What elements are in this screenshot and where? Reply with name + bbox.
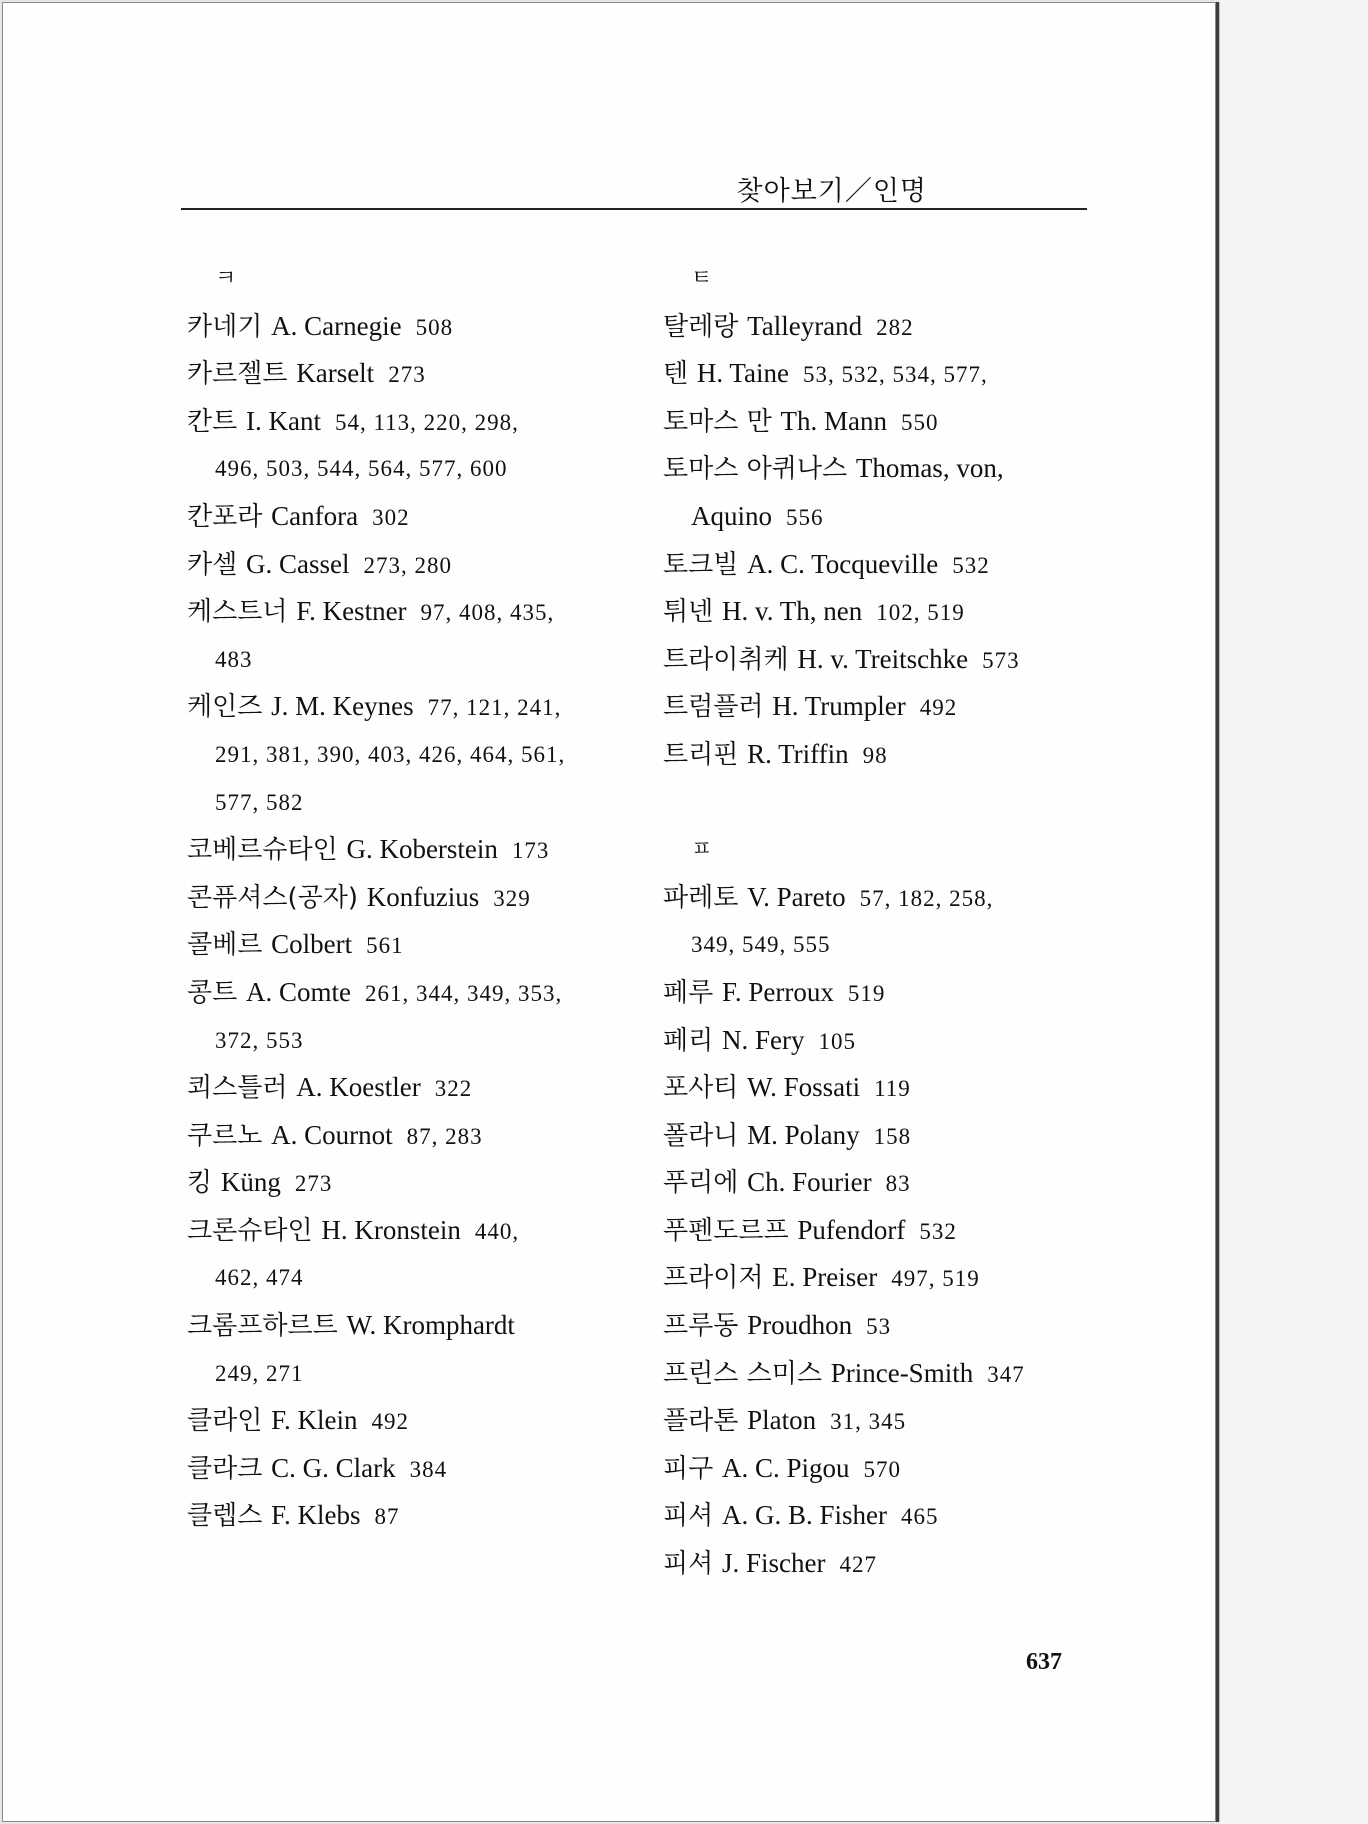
entry-korean-name: 텐 [663,359,689,390]
entry-original-name: H. v. Th, nen [721,596,863,627]
entry-korean-name: 파레토 [663,882,739,913]
index-entry [187,683,657,731]
index-entry [663,541,1133,589]
entry-korean-name: 토마스 아퀴나스 [663,454,848,485]
entry-original-name: I. Kant [245,405,321,436]
entry-pages: 329 [493,885,531,911]
entry-pages: 273 [294,1171,333,1197]
entry-original-name: J. M. Keynes [271,691,414,722]
entry-original-name-cont: Aquino [691,500,772,531]
entry-pages: 497, 519 [891,1266,980,1292]
index-entry [187,1302,657,1350]
entry-korean-name: 푸펜도르프 [663,1215,789,1246]
entry-original-name: Canfora [271,500,359,531]
entry-original-name: H. Kronstein [321,1214,461,1245]
index-entry [663,398,1133,446]
entry-original-name: V. Pareto [747,881,846,912]
entry-pages-continuation: 483 [215,646,253,672]
entry-original-name: Karselt [296,358,375,389]
entry-original-name: W. Kromphardt [346,1310,515,1341]
entry-pages: 508 [415,314,454,340]
entry-korean-name: 코베르슈타인 [187,835,338,866]
entry-pages: 273, 280 [363,552,452,578]
entry-pages: 105 [818,1028,856,1054]
entry-original-name: H. Trumpler [772,691,906,722]
index-entry [663,303,1133,351]
entry-original-name: F. Kestner [296,596,407,627]
entry-original-name: M. Polany [747,1119,860,1150]
entry-original-name: C. G. Clark [271,1452,396,1483]
index-entry [663,1540,1133,1588]
entry-pages: 427 [839,1552,877,1578]
entry-pages: 519 [847,980,886,1006]
index-entry [187,1445,657,1493]
index-entry [663,1112,1133,1160]
index-entry [663,1492,1133,1540]
entry-pages: 31, 345 [830,1409,907,1435]
entry-pages-continuation: 372, 553 [215,1027,304,1053]
index-entry [663,1159,1133,1207]
entry-original-name: Ch. Fourier [747,1167,872,1198]
index-column-right [663,255,1133,1588]
index-entry [663,731,1133,779]
section-spacer [663,779,1133,827]
entry-pages: 53 [866,1314,892,1340]
index-entry [663,1064,1133,1112]
entry-original-name: A. Koestler [296,1072,421,1103]
entry-pages: 492 [371,1409,409,1435]
entry-korean-name: 포사티 [663,1073,739,1104]
entry-korean-name: 탈레랑 [663,311,739,342]
entry-original-name: Platon [747,1405,817,1436]
entry-original-name: G. Cassel [245,548,350,579]
index-entry [663,1207,1133,1255]
index-entry [187,1492,657,1540]
entry-pages-continuation: 349, 549, 555 [691,932,831,958]
entry-pages: 561 [366,933,404,959]
entry-original-name: W. Fossati [747,1072,861,1103]
entry-korean-name: 카네기 [187,311,263,342]
entry-original-name: Colbert [271,929,353,960]
entry-pages: 532 [952,552,990,578]
entry-pages: 273 [388,362,426,388]
entry-pages-continuation: 577, 582 [215,789,304,815]
index-entry [663,969,1133,1017]
entry-korean-name: 카르젤트 [187,359,288,390]
entry-pages-continuation: 249, 271 [215,1360,304,1386]
entry-korean-name: 클렙스 [187,1501,263,1532]
entry-korean-name: 트리핀 [663,739,739,770]
index-entry [187,1159,657,1207]
entry-pages: 83 [885,1171,911,1197]
entry-korean-name: 콜베르 [187,930,263,961]
index-entry [187,921,657,969]
entry-korean-name: 페루 [663,977,714,1008]
index-entry [187,350,657,398]
entry-korean-name: 트라이취케 [663,644,789,675]
header-rule [181,208,1087,210]
section-letter: ㅍ [691,837,713,863]
index-entry [187,1207,657,1255]
index-entry [187,826,657,874]
index-entry [187,1112,657,1160]
entry-original-name: Talleyrand [747,310,863,341]
entry-korean-name: 프라이저 [663,1263,764,1294]
entry-original-name: Pufendorf [797,1214,906,1245]
entry-original-name: G. Koberstein [346,834,498,865]
entry-korean-name: 토마스 만 [663,406,772,437]
index-entry [187,493,657,541]
entry-original-name: J. Fischer [721,1548,826,1579]
index-entry [663,1397,1133,1445]
entry-pages: 465 [901,1504,939,1530]
entry-original-name: F. Klein [271,1405,358,1436]
entry-pages: 77, 121, 241, [427,695,562,721]
running-head: 찾아보기／인명 [736,176,927,207]
entry-pages: 556 [786,504,824,530]
entry-korean-name: 칸트 [187,406,238,437]
entry-pages: 87 [374,1504,400,1530]
entry-korean-name: 폴라니 [663,1120,739,1151]
entry-korean-name: 프루동 [663,1311,739,1342]
index-entry [663,1445,1133,1493]
index-entry [187,1064,657,1112]
index-entry [663,636,1133,684]
index-entry [187,874,657,922]
entry-pages-continuation: 496, 503, 544, 564, 577, 600 [215,456,508,482]
index-entry [187,588,657,636]
entry-original-name: A. Carnegie [271,310,402,341]
entry-original-name: Th. Mann [780,405,887,436]
entry-original-name: A. G. B. Fisher [721,1500,887,1531]
entry-original-name: F. Perroux [721,976,834,1007]
entry-pages: 261, 344, 349, 353, [364,980,563,1006]
entry-pages: 173 [511,838,550,864]
section-letter: ㅌ [691,266,713,291]
entry-korean-name: 클라크 [187,1453,263,1484]
entry-pages-continuation: 291, 381, 390, 403, 426, 464, 561, [215,741,566,767]
entry-korean-name: 피셔 [663,1549,714,1580]
entry-original-name: Prince-Smith [830,1357,974,1388]
entry-korean-name: 케스트너 [187,597,288,628]
entry-korean-name: 콘퓨셔스(공자) [187,882,358,913]
entry-pages: 347 [987,1361,1025,1387]
entry-original-name: H. Taine [696,358,789,389]
entry-pages: 550 [900,409,939,435]
entry-pages: 302 [372,504,410,530]
entry-original-name: N. Fery [721,1024,805,1055]
entry-original-name: H. v. Treitschke [797,643,969,674]
entry-pages: 87, 283 [406,1123,483,1149]
entry-korean-name: 푸리에 [663,1168,739,1199]
entry-pages: 384 [409,1456,448,1482]
entry-pages-continuation: 462, 474 [215,1265,304,1291]
entry-pages: 98 [862,742,888,768]
entry-original-name: F. Klebs [271,1500,361,1531]
index-entry [663,1254,1133,1302]
index-entry [663,683,1133,731]
index-entry [663,1302,1133,1350]
index-entry [663,874,1133,922]
viewer-gutter [1220,0,1368,1824]
entry-pages: 97, 408, 435, [420,600,555,626]
index-entry [187,398,657,446]
entry-korean-name: 칸포라 [187,501,263,532]
entry-pages: 570 [863,1456,902,1482]
entry-korean-name: 페리 [663,1025,714,1056]
entry-korean-name: 쾨스틀러 [187,1073,288,1104]
entry-pages: 282 [876,314,914,340]
entry-original-name: A. C. Pigou [721,1452,850,1483]
entry-korean-name: 크론슈타인 [187,1215,313,1246]
page-number: 637 [1026,1649,1062,1675]
entry-original-name: Küng [220,1167,281,1198]
entry-original-name: A. Comte [245,976,351,1007]
entry-pages: 158 [873,1123,912,1149]
entry-original-name: Proudhon [747,1310,853,1341]
entry-pages: 492 [919,695,958,721]
index-entry [187,969,657,1017]
entry-korean-name: 크롬프하르트 [187,1311,338,1342]
entry-continuation [663,493,1133,541]
entry-pages: 53, 532, 534, 577, [802,362,988,388]
index-entry [663,350,1133,398]
book-page [2,2,1216,1822]
entry-original-name: E. Preiser [772,1262,878,1293]
index-entry [663,1350,1133,1398]
entry-pages: 54, 113, 220, 298, [334,409,519,435]
entry-korean-name: 피구 [663,1453,714,1484]
index-entry [663,588,1133,636]
entry-pages: 573 [982,647,1020,673]
entry-original-name: Konfuzius [366,881,480,912]
index-entry [663,445,1133,493]
index-entry [187,303,657,351]
entry-korean-name: 토크빌 [663,549,739,580]
entry-original-name: A. Cournot [271,1119,393,1150]
index-entry [187,1397,657,1445]
entry-korean-name: 프린스 스미스 [663,1358,822,1389]
entry-pages: 322 [434,1076,473,1102]
entry-original-name: R. Triffin [747,738,849,769]
entry-korean-name: 케인즈 [187,692,263,723]
entry-korean-name: 카셀 [187,549,238,580]
entry-korean-name: 트럼플러 [663,692,764,723]
entry-pages: 440, [474,1218,520,1244]
entry-pages: 57, 182, 258, [859,885,994,911]
entry-original-name: A. C. Tocqueville [747,548,939,579]
index-column-left [187,255,657,1540]
entry-korean-name: 클라인 [187,1406,263,1437]
index-entry [663,1017,1133,1065]
entry-pages: 102, 519 [876,600,965,626]
entry-korean-name: 플라톤 [663,1406,739,1437]
entry-korean-name: 튀넨 [663,597,714,628]
entry-korean-name: 킹 [187,1168,213,1199]
index-entry [187,541,657,589]
entry-korean-name: 피셔 [663,1501,714,1532]
entry-original-name: Thomas, von, [855,453,1004,484]
entry-korean-name: 콩트 [187,977,238,1008]
entry-pages: 119 [874,1076,911,1102]
entry-korean-name: 쿠르노 [187,1120,263,1151]
section-letter: ㅋ [215,266,237,291]
entry-pages: 532 [919,1218,957,1244]
